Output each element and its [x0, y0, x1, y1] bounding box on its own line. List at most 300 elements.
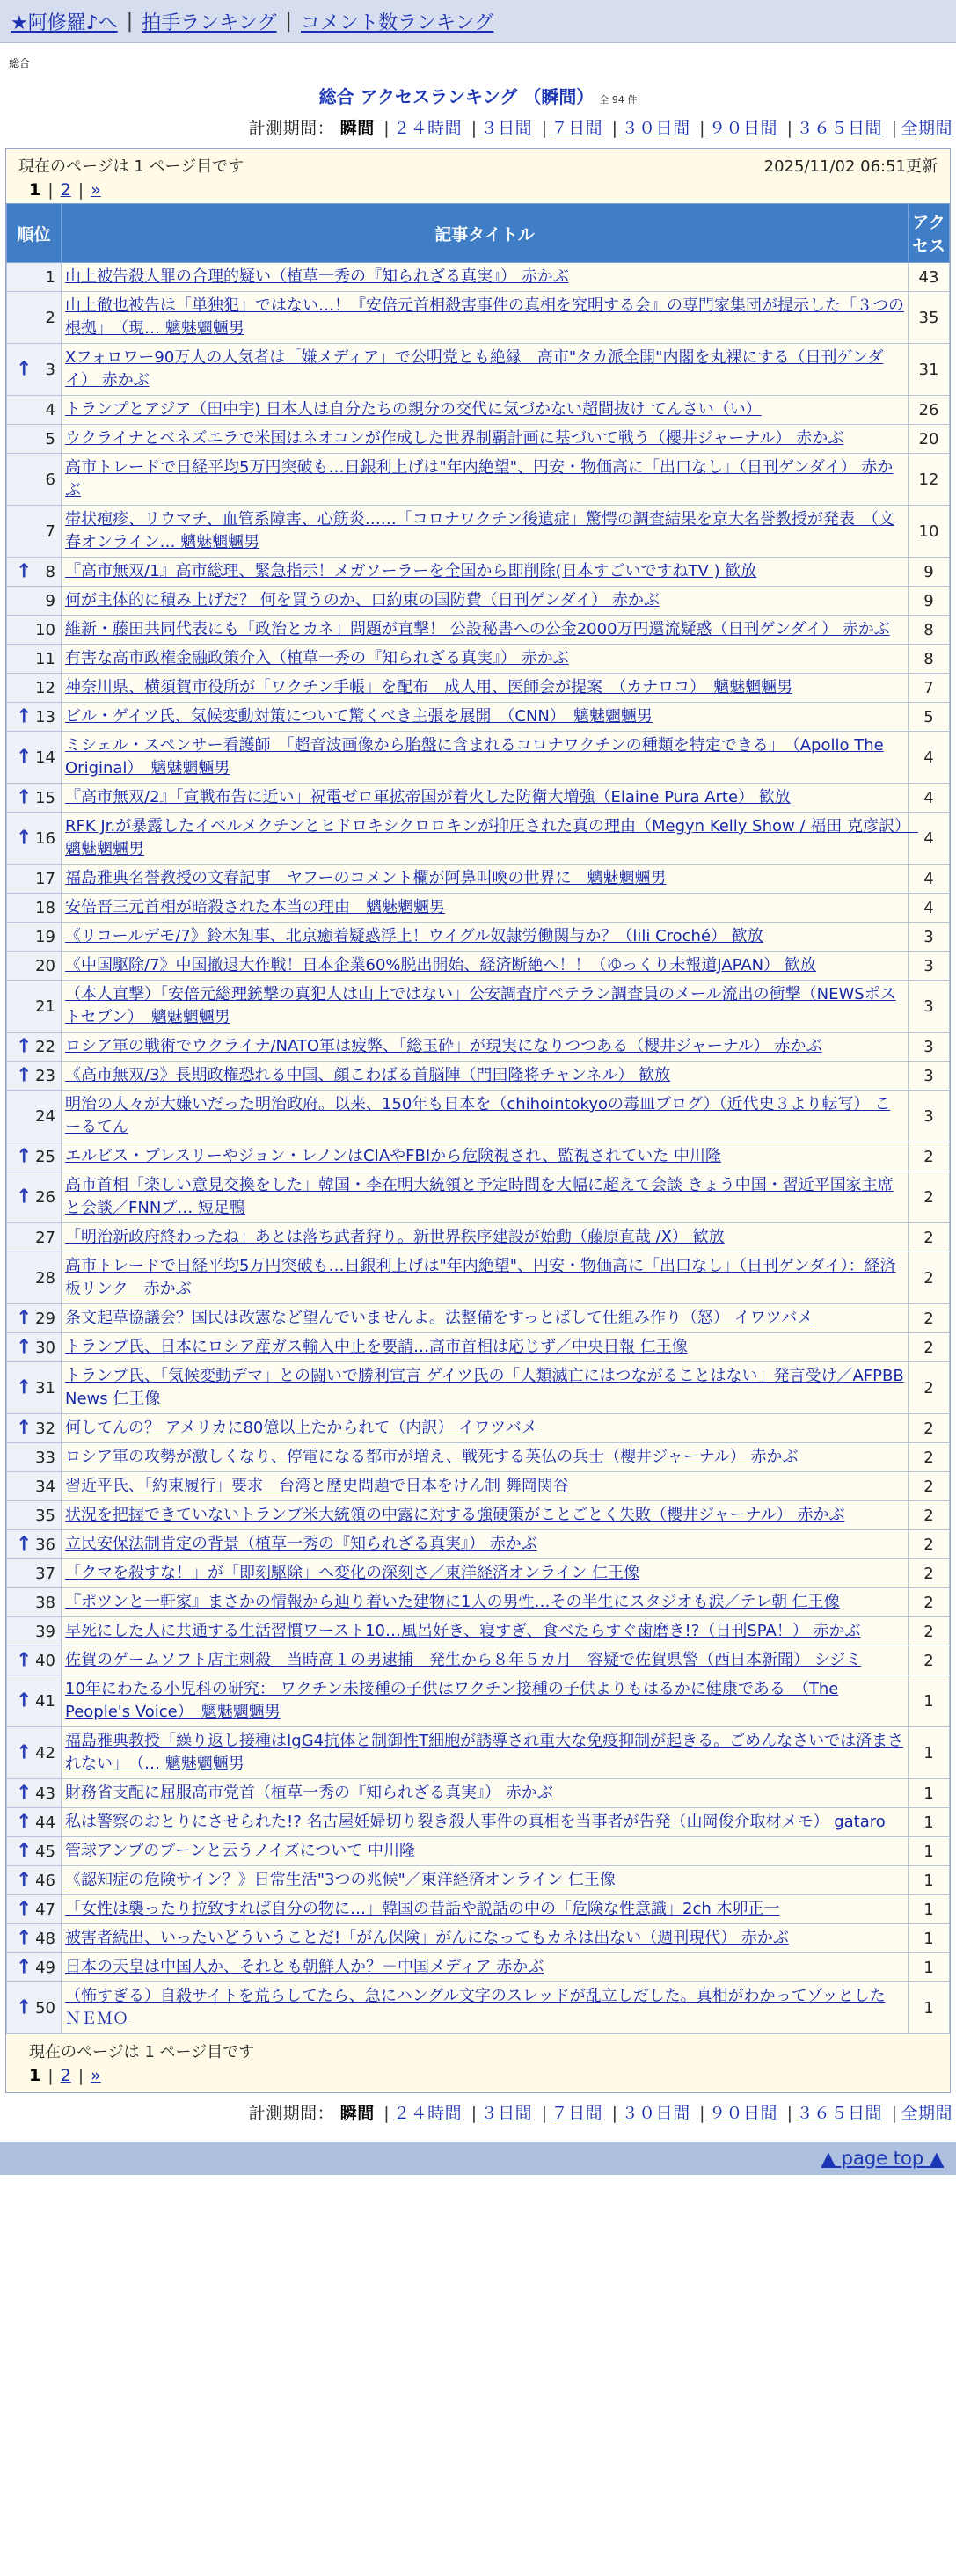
rank-number: 14 — [35, 748, 55, 767]
access-count: 5 — [909, 703, 950, 732]
title-cell — [62, 1727, 909, 1779]
access-count: 3 — [909, 923, 950, 952]
rank-number: 23 — [35, 1066, 55, 1085]
period-separator: | — [471, 2104, 478, 2123]
article-link[interactable]: 神奈川県、横須賀市役所が「ワクチン手帳」を配布 成人用、医師会が提案 （カナロコ） 魑魅魍魎男 — [65, 678, 793, 697]
rank-cell — [7, 454, 62, 506]
rank-cell — [7, 1091, 62, 1142]
table-row — [7, 865, 950, 894]
article-link[interactable]: 高市トレードで日経平均5万円突破も…日銀利上げは"年内絶望"、円安・物価高に「出口なし」（日刊ゲンダイ）：経済板リンク 赤かぶ — [65, 1257, 896, 1298]
article-link[interactable]: 私は警察のおとりにさせられた!? 名古屋妊婦切り裂き殺人事件の真相を当事者が告発（山岡俊介取材メモ） gataro — [65, 1813, 886, 1831]
table-row — [7, 506, 950, 558]
access-count: 2 — [909, 1472, 950, 1501]
article-link[interactable]: 管球アンプのブーンと云うノイズについて 中川隆 — [65, 1842, 415, 1860]
rank-cell — [7, 1646, 62, 1675]
article-link[interactable]: 早死にした人に共通する生活習慣ワースト10…風呂好き、寝すぎ、食べたらすぐ歯磨き!?（日刊SPA！） 赤かぶ — [65, 1622, 861, 1640]
up-arrow-icon: ↑ — [16, 358, 33, 381]
rank-cell — [7, 1559, 62, 1588]
article-link[interactable]: 明治の人々が大嫌いだった明治政府。以来、150年も日本を（chihointokyoの毒皿ブログ）（近代史３より転写） こーるてん — [65, 1095, 891, 1136]
up-arrow-icon: ↑ — [16, 786, 33, 809]
title-cell — [62, 344, 909, 396]
title-cell — [62, 263, 909, 292]
table-row — [7, 1588, 950, 1617]
rank-cell — [7, 1588, 62, 1617]
period-24h[interactable]: ２４時間 — [393, 2104, 463, 2123]
period-separator: | — [541, 119, 548, 138]
rank-number: 22 — [35, 1037, 55, 1056]
access-count: 9 — [909, 587, 950, 616]
table-row — [7, 1091, 950, 1142]
access-count: 4 — [909, 732, 950, 784]
table-row — [7, 1924, 950, 1953]
title-cell — [62, 425, 909, 454]
access-count: 3 — [909, 981, 950, 1033]
article-link[interactable]: 被害者続出、いったいどういうことだ!「がん保険」がんになってもカネは出ない（週刊現代） 赤かぶ — [65, 1929, 789, 1947]
comment-ranking-link[interactable]: コメント数ランキング — [300, 11, 494, 34]
rank-number: 15 — [35, 788, 55, 807]
page-2-link[interactable]: 2 — [60, 180, 71, 200]
article-link[interactable]: 高市トレードで日経平均5万円突破も…日銀利上げは"年内絶望"、円安・物価高に「出口なし」（日刊ゲンダイ） 赤かぶ — [65, 458, 894, 500]
access-count: 10 — [909, 506, 950, 558]
table-row — [7, 674, 950, 703]
access-count: 1 — [909, 1837, 950, 1866]
status-bar — [6, 149, 950, 177]
title-cell — [62, 1808, 909, 1837]
page-top-link[interactable]: ▲ page top ▲ — [821, 2148, 944, 2169]
title-cell — [62, 1675, 909, 1727]
article-link[interactable]: 佐賀のゲームソフト店主刺殺 当時高１の男逮捕 発生から８年５カ月 容疑で佐賀県警（西日本新聞） シジミ — [65, 1651, 862, 1669]
title-cell — [62, 732, 909, 784]
next-page-link[interactable]: » — [91, 2066, 101, 2085]
pagination-top — [6, 177, 950, 203]
table-row — [7, 1304, 950, 1333]
up-arrow-icon: ↑ — [16, 1840, 33, 1863]
page-current: 1 — [29, 180, 41, 200]
up-arrow-icon: ↑ — [16, 1649, 33, 1672]
rank-cell — [7, 674, 62, 703]
title-cell — [62, 1953, 909, 1982]
rank-number: 46 — [35, 1871, 55, 1890]
rank-cell — [7, 1501, 62, 1530]
rank-number: 19 — [35, 927, 55, 946]
article-link[interactable]: 「クマを殺すな！」が「即刻駆除」へ変化の深刻さ／東洋経済オンライン 仁王像 — [65, 1564, 640, 1582]
title-cell — [62, 1646, 909, 1675]
page-top-bar — [0, 2142, 956, 2175]
rank-cell — [7, 732, 62, 784]
up-arrow-icon: ↑ — [16, 1307, 33, 1330]
article-link[interactable]: 何してんの？ アメリカに80億以上たかられて（内訳） イワツバメ — [65, 1419, 537, 1437]
rank-number: 39 — [35, 1622, 55, 1641]
period-24h[interactable]: ２４時間 — [393, 119, 463, 138]
period-3d[interactable]: ３日間 — [480, 119, 533, 138]
period-label: 計測期間： — [248, 2104, 335, 2123]
table-row — [7, 292, 950, 344]
access-count: 35 — [909, 292, 950, 344]
ranking-title: 総合 アクセスランキング （瞬間） — [318, 86, 595, 107]
period-all[interactable]: 全期間 — [901, 119, 952, 138]
period-current: 瞬間 — [339, 119, 375, 138]
rank-cell — [7, 1033, 62, 1062]
rank-number: 8 — [45, 562, 55, 581]
period-separator: | — [383, 119, 390, 138]
up-arrow-icon: ↑ — [16, 1741, 33, 1764]
up-arrow-icon: ↑ — [16, 1811, 33, 1834]
rank-cell — [7, 425, 62, 454]
period-separator: | — [383, 2104, 390, 2123]
article-link[interactable]: 《中国駆除/7》中国撤退大作戦！日本企業60%脱出開始、経済断絶へ！！（ゆっくり未報道JAPAN） 歓放 — [65, 956, 816, 974]
ranking-table-body — [7, 263, 950, 2034]
access-count: 1 — [909, 1982, 950, 2034]
access-count: 2 — [909, 1142, 950, 1171]
rank-number: 44 — [35, 1813, 55, 1832]
table-row — [7, 1982, 950, 2034]
access-count: 9 — [909, 558, 950, 587]
rank-cell — [7, 865, 62, 894]
up-arrow-icon: ↑ — [16, 1689, 33, 1712]
current-page-text: 現在のページは 1 ページ目です — [18, 157, 244, 176]
table-row — [7, 1171, 950, 1223]
up-arrow-icon: ↑ — [16, 1145, 33, 1168]
table-row — [7, 981, 950, 1033]
article-link[interactable]: 高市首相「楽しい意見交換をした」韓国・李在明大統領と予定時間を大幅に超えて会談 きょう中国・習近平国家主席と会談／FNNプ… 短足鴨 — [65, 1176, 894, 1217]
article-link[interactable]: （怖すぎる）自殺サイトを荒らしてたら、急にハングル文字のスレッドが乱立しだした。真相がわかってゾッとした ＮＥＭＯ — [65, 1987, 886, 2028]
article-link[interactable]: 安倍晋三元首相が暗殺された本当の理由 魑魅魍魎男 — [65, 898, 445, 916]
access-count: 4 — [909, 784, 950, 813]
article-link[interactable]: 10年にわたる小児科の研究： ワクチン未接種の子供はワクチン接種の子供よりもはるかに健康である （The People's Voice） 魑魅魍魎男 — [65, 1680, 839, 1721]
article-link[interactable]: トランプ氏、日本にロシア産ガス輸入中止を要請…高市首相は応じず／中央日報 仁王像 — [65, 1338, 688, 1356]
article-link[interactable]: 「女性は襲ったり拉致すれば自分の物に…」韓国の昔話や説話の中の「危険な性意識」2ch 木卯正一 — [65, 1900, 780, 1918]
article-link[interactable]: 条文起草協議会？国民は改憲など望んでいませんよ。法整備をすっとばして仕組み作り（怒） イワツバメ — [65, 1309, 814, 1327]
title-cell — [62, 587, 909, 616]
article-link[interactable]: ミシェル・スペンサー看護師 「超音波画像から胎盤に含まれるコロナワクチンの種類を特定できる」 （Apollo The Original） 魑魅魍魎男 — [65, 736, 884, 777]
period-365d[interactable]: ３６５日間 — [796, 119, 883, 138]
access-count: 2 — [909, 1414, 950, 1443]
rank-cell — [7, 292, 62, 344]
article-link[interactable]: 「明治新政府終わったね」あとは落ち武者狩り。新世界秩序建設が始動（藤原直哉 /X） 歓放 — [65, 1228, 725, 1246]
rank-number: 41 — [35, 1691, 55, 1711]
article-link[interactable]: 《リコールデモ/7》鈴木知事、北京癒着疑惑浮上！ウイグル奴隷労働関与か？（lili Croché） 歓放 — [65, 927, 763, 945]
rank-number: 29 — [35, 1309, 55, 1328]
access-header: アクセス — [909, 204, 950, 263]
table-row — [7, 1837, 950, 1866]
ranking-table — [6, 203, 950, 2034]
home-link[interactable]: ★阿修羅♪へ — [11, 11, 118, 34]
page-2-link[interactable]: 2 — [60, 2066, 71, 2085]
up-arrow-icon: ↑ — [16, 746, 33, 769]
article-link[interactable]: 何が主体的に積み上げだ？ 何を買うのか、口約束の国防費（日刊ゲンダイ） 赤かぶ — [65, 591, 660, 609]
rank-number: 43 — [35, 1784, 55, 1803]
rank-number: 4 — [45, 400, 55, 420]
table-row — [7, 894, 950, 923]
rank-number: 5 — [45, 429, 55, 449]
title-cell — [62, 1252, 909, 1304]
title-cell — [62, 645, 909, 674]
rank-number: 34 — [35, 1477, 55, 1496]
title-cell — [62, 1559, 909, 1588]
period-all[interactable]: 全期間 — [901, 2104, 952, 2123]
up-arrow-icon: ↑ — [16, 1869, 33, 1892]
rank-cell — [7, 703, 62, 732]
page-separator: | — [77, 180, 84, 200]
article-link[interactable]: （本人直撃）「安倍元総理銃撃の真犯人は山上ではない」公安調査庁ベテラン調査員のメール流出の衝撃（NEWSポストセブン） 魑魅魍魎男 — [65, 985, 896, 1026]
access-count: 1 — [909, 1808, 950, 1837]
rank-number: 17 — [35, 869, 55, 888]
pagination-bottom — [29, 2062, 938, 2092]
title-cell — [62, 1091, 909, 1142]
rank-number: 9 — [45, 591, 55, 610]
clap-ranking-link[interactable]: 拍手ランキング — [142, 11, 277, 34]
title-cell — [62, 1617, 909, 1646]
rank-cell — [7, 1362, 62, 1414]
article-link[interactable]: ウクライナとベネズエラで米国はネオコンが作成した世界制覇計画に基づいて戦う（櫻井ジャーナル） 赤かぶ — [65, 429, 844, 448]
rank-number: 47 — [35, 1900, 55, 1919]
table-row — [7, 923, 950, 952]
article-link[interactable]: 『高市無双/1』高市総理、緊急指示！メガソーラーを全国から即削除(日本すごいですねTV ) 歓放 — [65, 562, 757, 580]
table-row — [7, 1530, 950, 1559]
title-cell — [62, 292, 909, 344]
period-current: 瞬間 — [339, 2104, 375, 2123]
period-separator: | — [541, 2104, 548, 2123]
access-count: 26 — [909, 396, 950, 425]
rank-cell — [7, 952, 62, 981]
page-separator: | — [47, 180, 54, 200]
table-row — [7, 1646, 950, 1675]
title-cell — [62, 1033, 909, 1062]
access-count: 1 — [909, 1727, 950, 1779]
rank-cell — [7, 1530, 62, 1559]
title-cell — [62, 813, 918, 865]
article-link[interactable]: ロシア軍の戦術でウクライナ/NATO軍は疲弊、「総玉砕」が現実になりつつある（櫻井ジャーナル） 赤かぶ — [65, 1037, 822, 1055]
rank-number: 38 — [35, 1593, 55, 1612]
title-cell — [62, 981, 909, 1033]
table-row — [7, 1808, 950, 1837]
access-count: 1 — [909, 1953, 950, 1982]
rank-cell — [7, 784, 62, 813]
up-arrow-icon: ↑ — [16, 1782, 33, 1805]
rank-number: 45 — [35, 1842, 55, 1861]
table-row — [7, 263, 950, 292]
title-cell — [62, 1333, 909, 1362]
rank-cell — [7, 1866, 62, 1895]
title-cell — [62, 1062, 909, 1091]
period-7d[interactable]: ７日間 — [551, 119, 603, 138]
top-navigation — [0, 0, 956, 43]
title-cell — [62, 1866, 909, 1895]
article-link[interactable]: Xフォロワー90万人の人気者は「嫌メディア」で公明党とも絶縁 高市"タカ派全開"内閣を丸裸にする（日刊ゲンダイ） 赤かぶ — [65, 348, 884, 390]
access-count: 2 — [909, 1223, 950, 1252]
title-cell — [62, 865, 909, 894]
up-arrow-icon: ↑ — [16, 705, 33, 728]
rank-number: 2 — [45, 308, 55, 327]
title-header: 記事タイトル — [62, 204, 909, 263]
table-row — [7, 616, 950, 645]
article-link[interactable]: 『ポツンと一軒家』まさかの情報から辿り着いた建物に1人の男性…その半生にスタジオも涙／テレ朝 仁王像 — [65, 1593, 840, 1611]
period-separator: | — [891, 2104, 898, 2123]
access-count: 1 — [909, 1866, 950, 1895]
period-separator: | — [699, 119, 706, 138]
rank-number: 30 — [35, 1338, 55, 1357]
article-link[interactable]: 福島雅典名誉教授の文春記事 ヤフーのコメント欄が阿鼻叫喚の世界に 魑魅魍魎男 — [65, 869, 667, 887]
table-row — [7, 1727, 950, 1779]
article-link[interactable]: ロシア軍の攻勢が激しくなり、停電になる都市が増え、戦死する英仏の兵士（櫻井ジャーナル） 赤かぶ — [65, 1448, 799, 1466]
access-count: 3 — [909, 1062, 950, 1091]
rank-number: 26 — [35, 1187, 55, 1207]
article-link[interactable]: 日本の天皇は中国人か、それとも朝鮮人か？－中国メディア 赤かぶ — [65, 1958, 544, 1976]
table-row — [7, 732, 950, 784]
article-link[interactable]: 財務省支配に屈服高市党首（植草一秀の『知られざる真実』） 赤かぶ — [65, 1784, 553, 1802]
rank-cell — [7, 894, 62, 923]
table-row — [7, 344, 950, 396]
article-link[interactable]: 状況を把握できていないトランプ米大統領の中露に対する強硬策がことごとく失敗（櫻井ジャーナル） 赤かぶ — [65, 1506, 845, 1524]
up-arrow-icon: ↑ — [16, 1927, 33, 1950]
rank-cell — [7, 1333, 62, 1362]
period-90d[interactable]: ９０日間 — [709, 119, 778, 138]
rank-number: 49 — [35, 1958, 55, 1977]
table-row — [7, 396, 950, 425]
rank-number: 28 — [35, 1268, 55, 1288]
up-arrow-icon: ↑ — [16, 1996, 33, 2019]
title-cell — [62, 1895, 909, 1924]
rank-number: 10 — [35, 620, 55, 639]
table-row — [7, 558, 950, 587]
period-selector-bottom — [0, 2100, 952, 2124]
rank-cell — [7, 1443, 62, 1472]
table-row — [7, 1362, 950, 1414]
rank-number: 27 — [35, 1228, 55, 1247]
article-link[interactable]: 習近平氏、「約束履行」要求 台湾と歴史問題で日本をけん制 舞岡関谷 — [65, 1477, 569, 1495]
article-link[interactable]: 維新・藤田共同代表にも「政治とカネ」問題が直撃！ 公設秘書への公金2000万円還流疑惑（日刊ゲンダイ） 赤かぶ — [65, 620, 890, 639]
article-link[interactable]: エルビス・プレスリーやジョン・レノンはCIAやFBIから危険視され、監視されていた 中川隆 — [65, 1147, 721, 1165]
rank-number: 6 — [45, 470, 55, 489]
table-row — [7, 703, 950, 732]
article-link[interactable]: トランプ氏、「気候変動デマ」との闘いで勝利宣言 ゲイツ氏の「人類滅亡にはつながることはない」発言受け／AFPBB News 仁王像 — [65, 1367, 904, 1408]
table-row — [7, 1333, 950, 1362]
rank-cell — [7, 1252, 62, 1304]
period-separator: | — [891, 119, 898, 138]
current-page-text-bottom: 現在のページは 1 ページ目です — [29, 2043, 255, 2062]
article-link[interactable]: 山上被告殺人罪の合理的疑い（植草一秀の『知られざる真実』） 赤かぶ — [65, 267, 569, 286]
table-row — [7, 1895, 950, 1924]
rank-number: 48 — [35, 1929, 55, 1948]
up-arrow-icon: ↑ — [16, 1898, 33, 1921]
table-row — [7, 1472, 950, 1501]
table-row — [7, 1033, 950, 1062]
title-cell — [62, 784, 909, 813]
table-row — [7, 784, 950, 813]
next-page-link[interactable]: » — [91, 180, 101, 200]
rank-cell — [7, 506, 62, 558]
table-row — [7, 425, 950, 454]
rank-header: 順位 — [7, 204, 62, 263]
article-link[interactable]: 立民安保法制肯定の背景（植草一秀の『知られざる真実』） 赤かぶ — [65, 1535, 537, 1553]
access-count: 1 — [909, 1675, 950, 1727]
rank-number: 40 — [35, 1651, 55, 1670]
rank-number: 21 — [35, 996, 55, 1016]
table-row — [7, 454, 950, 506]
article-link[interactable]: RFK Jr.が暴露したイベルメクチンとヒドロキシクロロキンが抑圧された真の理由（Megyn Kelly Show / 福田 克彦訳） 魑魅魍魎男 — [65, 817, 918, 858]
title-cell — [62, 1223, 909, 1252]
rank-cell — [7, 923, 62, 952]
ranking-panel — [5, 148, 951, 2093]
period-separator: | — [471, 119, 478, 138]
title-cell — [62, 1588, 909, 1617]
period-30d[interactable]: ３０日間 — [621, 119, 690, 138]
title-cell — [62, 558, 909, 587]
up-arrow-icon: ↑ — [16, 827, 33, 850]
article-link[interactable]: ビル・ゲイツ氏、気候変動対策について驚くべき主張を展開 （CNN） 魑魅魍魎男 — [65, 707, 653, 726]
rank-number: 35 — [35, 1506, 55, 1525]
period-3d[interactable]: ３日間 — [480, 2104, 533, 2123]
rank-number: 50 — [35, 1998, 55, 2018]
table-row — [7, 1617, 950, 1646]
article-link[interactable]: 《高市無双/3》長期政権恐れる中国、顔こわばる首脳陣（門田隆将チャンネル） 歓放 — [65, 1066, 671, 1084]
rank-number: 42 — [35, 1743, 55, 1762]
table-row — [7, 1414, 950, 1443]
period-7d[interactable]: ７日間 — [551, 2104, 603, 2123]
article-link[interactable]: 《認知症の危険サイン？》日常生活"3つの兆候"／東洋経済オンライン 仁王像 — [65, 1871, 616, 1889]
article-link[interactable]: 『高市無双/2』「宣戦布告に近い」祝電ゼロ軍拡帝国が着火した防衛大増強（Elaine Pura Arte） 歓放 — [65, 788, 791, 806]
rank-cell — [7, 1472, 62, 1501]
article-link[interactable]: 山上徹也被告は「単独犯」ではない…！『安倍元首相殺害事件の真相を究明する会』の専門家集団が提示した「３つの根拠」 （現… 魑魅魍魎男 — [65, 296, 904, 338]
rank-cell — [7, 1779, 62, 1808]
up-arrow-icon: ↑ — [16, 1336, 33, 1359]
access-count: 12 — [909, 454, 950, 506]
article-link[interactable]: 有害な高市政権金融政策介入（植草一秀の『知られざる真実』） 赤かぶ — [65, 649, 569, 668]
access-count: 7 — [909, 674, 950, 703]
up-arrow-icon: ↑ — [16, 1533, 33, 1556]
period-90d[interactable]: ９０日間 — [709, 2104, 778, 2123]
access-count: 3 — [909, 952, 950, 981]
access-count: 2 — [909, 1304, 950, 1333]
period-separator: | — [611, 119, 618, 138]
title-cell — [62, 1414, 909, 1443]
rank-cell — [7, 587, 62, 616]
access-count: 2 — [909, 1646, 950, 1675]
article-link[interactable]: 福島雅典教授「繰り返し接種はIgG4抗体と制御性T細胞が誘導され重大な免疫抑制が起きる。ごめんなさいでは済まされない」 （… 魑魅魍魎男 — [65, 1732, 904, 1773]
access-count: 4 — [909, 865, 950, 894]
table-row — [7, 952, 950, 981]
title-cell — [62, 1779, 909, 1808]
rank-cell — [7, 1304, 62, 1333]
rank-cell — [7, 1142, 62, 1171]
rank-cell — [7, 396, 62, 425]
access-count: 4 — [909, 894, 950, 923]
rank-number: 3 — [45, 360, 55, 379]
rank-cell — [7, 344, 62, 396]
rank-cell — [7, 1982, 62, 2034]
period-365d[interactable]: ３６５日間 — [796, 2104, 883, 2123]
title-cell — [62, 1171, 909, 1223]
access-count: 2 — [909, 1501, 950, 1530]
table-row — [7, 1062, 950, 1091]
nav-separator: | — [126, 10, 134, 33]
period-30d[interactable]: ３０日間 — [621, 2104, 690, 2123]
table-row — [7, 1953, 950, 1982]
rank-cell — [7, 1223, 62, 1252]
access-count: 1 — [909, 1895, 950, 1924]
up-arrow-icon: ↑ — [16, 560, 33, 583]
table-row — [7, 1443, 950, 1472]
access-count: 2 — [909, 1559, 950, 1588]
access-count: 2 — [909, 1362, 950, 1414]
article-link[interactable]: 帯状疱疹、リウマチ、血管系障害、心筋炎……「コロナワクチン後遺症」驚愕の調査結果を京大名誉教授が発表 （文春オンライン… 魑魅魍魎男 — [65, 510, 894, 551]
title-cell — [62, 952, 909, 981]
rank-cell — [7, 1675, 62, 1727]
rank-cell — [7, 263, 62, 292]
rank-number: 13 — [35, 707, 55, 726]
table-row — [7, 1223, 950, 1252]
article-link[interactable]: トランプとアジア（田中宇) 日本人は自分たちの親分の交代に気づかない超間抜け てんさい（い） — [65, 400, 762, 419]
